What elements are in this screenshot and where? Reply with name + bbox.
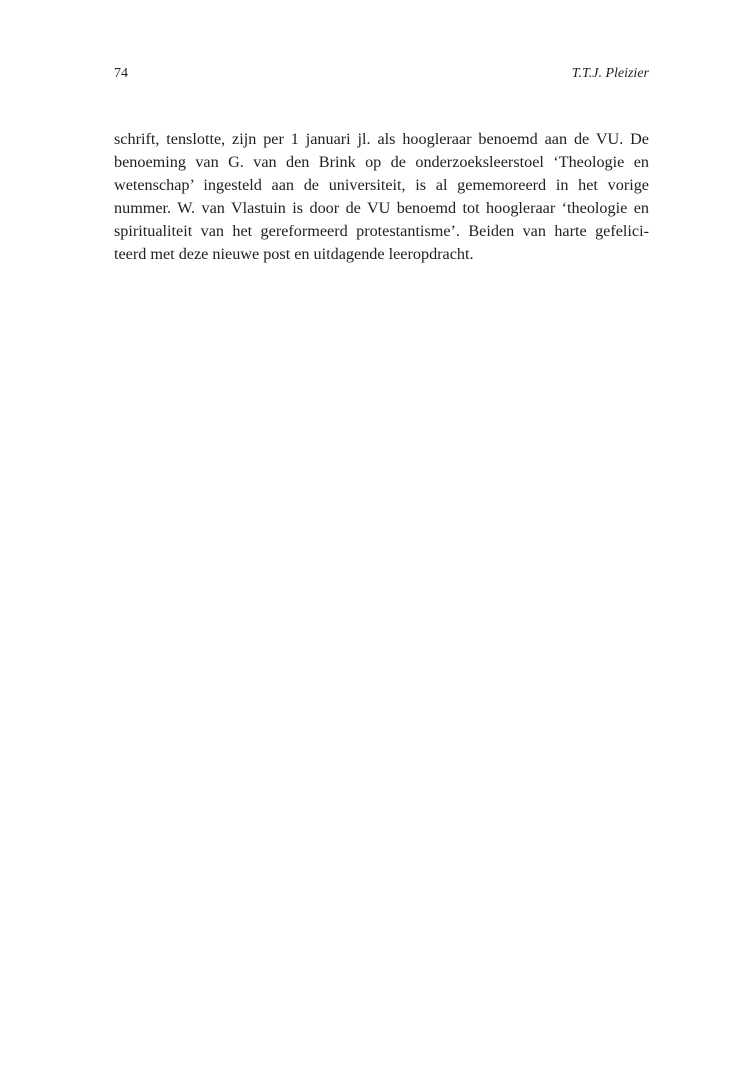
running-head-author: T.T.J. Pleizier bbox=[571, 66, 649, 81]
paragraph-line: wetenschap’ ingesteld aan de universiteit, is al gememoreerd in het vorige bbox=[114, 176, 649, 194]
page-number: 74 bbox=[114, 66, 128, 81]
paragraph-line: schrift, tenslotte, zijn per 1 januari jl. als hoogleraar benoemd aan de VU. De bbox=[114, 130, 649, 148]
running-header bbox=[114, 64, 649, 84]
paragraph-line: nummer. W. van Vlastuin is door de VU benoemd tot hoogleraar ‘theologie en bbox=[114, 199, 649, 217]
body-paragraph bbox=[114, 128, 649, 266]
paragraph-line: benoeming van G. van den Brink op de onderzoeksleerstoel ‘Theologie en bbox=[114, 153, 649, 171]
paragraph-line: teerd met deze nieuwe post en uitdagende leeropdracht. bbox=[114, 245, 474, 263]
paragraph-line: spiritualiteit van het gereformeerd protestantisme’. Beiden van harte gefelici- bbox=[114, 222, 649, 240]
